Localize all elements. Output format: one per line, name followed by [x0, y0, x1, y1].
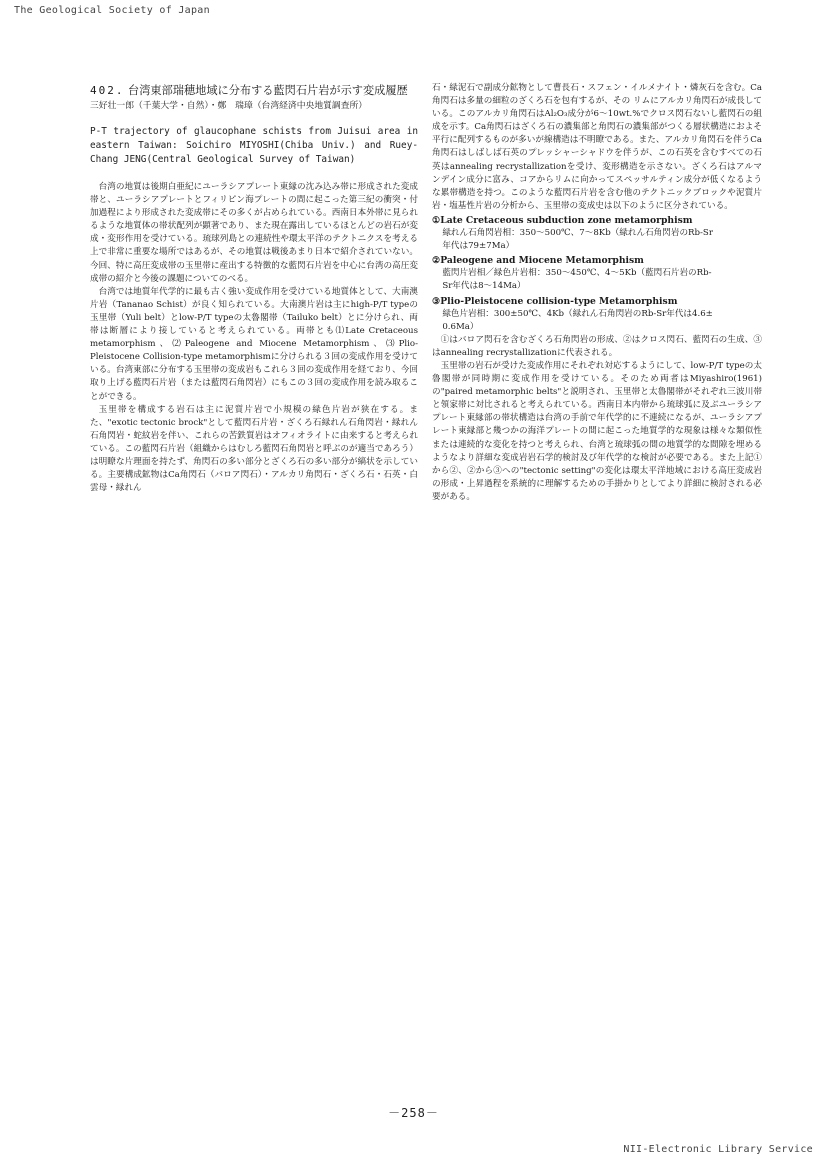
phase-heading: ②Paleogene and Miocene Metamorphism	[432, 255, 644, 267]
abstract-title	[90, 82, 418, 99]
phase-heading: ①Late Cretaceous subduction zone metamorphism	[432, 214, 693, 226]
phase-detail: 緑色片岩相：300±50℃、4Kb（緑れん石角閃岩のRb-Sr年代は4.6±	[442, 308, 713, 319]
phase-detail: 緑れん石角閃岩相：350～500℃、7～8Kb（緑れん石角閃岩のRb-Sr	[442, 228, 713, 239]
phase-heading: ③Plio-Pleistocene collision-type Metamorphism	[432, 295, 678, 307]
paragraph: 玉里帯を構成する岩石は主に泥質片岩で小規模の緑色片岩が狭在する。また、"exotic tectonic brock"として藍閃石片岩・ざくろ石緑れん石角閃岩・緑れん石角閃岩・蛇紋岩を伴い、これらの苦鉄質岩はオフィオライトに由来すると考えられている。この藍閃石片岩（組織からはむしろ藍閃石角閃岩と呼ぶのが適当であろう）は明瞭な片理面を持たず、角閃石の多い部分とざくろ石の多い部分が縞状を示している。主要構成鉱物はCa角閃石（バロア閃石）・アルカリ角閃石・ざくろ石・石英・白雲母・緑れん	[90, 404, 418, 494]
japanese-title: 台湾東部瑞穂地域に分布する藍閃石片岩が示す変成履歴	[128, 84, 408, 97]
abstract-number: 402.	[90, 84, 125, 97]
english-title: P-T trajectory of glaucophane schists from Juisui area in eastern Taiwan: Soichiro MIYOSHI(Chiba Univ.) and Ruey-Chang JENG(Central Geological Survey of Taiwan)	[90, 126, 418, 165]
phase-detail: 0.6Ma）	[442, 321, 479, 332]
paragraph: 台湾では地質年代学的に最も古く強い変成作用を受けている地質体として、大南澳片岩（Tananao Schist）が良く知られている。大南澳片岩は主にhigh-P/T typeの玉里帯（Yuli belt）とlow-P/T typeの太魯閣帯（Tailuko belt）とに分けられ、両帯は断層により接していると考えられている。両帯とも⑴Late Cretaceous metamorphism、⑵Paleogene and Miocene Metamorphism、⑶Plio-Pleistocene Collision-type metamorphismに分けられる３回の変成作用を受けている。台湾東部に分布する玉里帯の変成岩もこれら３回の変成作用を経ており、今回取り上げる藍閃石片岩（または藍閃石角閃岩）にもこの３回の変成作用を読み取ることができる。	[90, 286, 418, 402]
footer-label: NII-Electronic Library Service	[623, 1144, 813, 1155]
paragraph: 玉里帯の岩石が受けた変成作用にそれぞれ対応するようにして、low-P/T typeの太魯閣帯が同時期に変成作用を受けている。そのため両者はMiyashiro(1961)の"paired metamorphic belts"と説明され、玉里帯と太魯閣帯がそれぞれ三波川帯と領家帯に対比されると考えられている。西南日本内帯から琉球弧に及ぶユーラシアプレート東縁部の帯状構造は台湾の手前で年代学的に不連続になるが、ユーラシアプレート東縁部と幾つかの海洋プレートの間に起こった地質学的な現象は様々な類似性または連続的な変化を持つと考えられ、台湾と琉球弧の間の地質学的な間隙を埋めるようなより詳細な変成岩岩石学的検討及び年代学的な検討が必要である。また上記①から②、②から③への"tectonic setting"の変化は環太平洋地域における高圧変成岩の形成・上昇過程を系統的に理解するための手掛かりとしてより詳細に検討される必要がある。	[432, 360, 762, 502]
right-column	[432, 82, 762, 504]
authors: 三好壮一郎（千葉大学・自然）・鄭 瑞璋（台湾経済中央地質調査所）	[90, 101, 368, 111]
page-number: －258－	[388, 1106, 439, 1120]
header-label: The Geological Society of Japan	[14, 5, 210, 16]
phase-detail: Sr年代は8～14Ma）	[442, 281, 526, 292]
left-column	[90, 82, 418, 495]
phase-detail: 年代は79±7Ma）	[442, 241, 515, 252]
paragraph: ①はバロア閃石を含むざくろ石角閃岩の形成、②はクロス閃石、藍閃石の生成、③はannealing recrystallizationに代表される。	[432, 334, 762, 358]
paragraph: 石・緑泥石で副成分鉱物として曹長石・スフェン・イルメナイト・燐灰石を含む。Ca角閃石は多量の細粒のざくろ石を包有するが、その リムにアルカリ角閃石が成長している。このアルカリ角閃石はAl₂O₃成分が6～10wt.%でクロス閃石ないし藍閃石の組成を示す。Ca角閃石はざくろ石の濃集部と角閃石の濃集部がつくる層状構造におよそ平行に配列するものが多いが線構造は不明瞭である。また、アルカリ角閃石を伴うCa角閃石はしばしば石英のプレッシャーシャドウを伴うが、この石英を含むすべての石英はannealing recrystallizationを受け、変形構造を示さない。ざくろ石はアルマンデイン成分に富み、コアからリムに向かってスペッサルティン成分が低くなるような累帯構造を持つ。このような藍閃石片岩を含む他のテクトニックブロックや泥質片岩・塩基性片岩の分析から、玉里帯の変成史は以下のように区分されている。	[432, 83, 762, 211]
paragraph: 台湾の地質は後期白亜紀にユーラシアプレート東縁の沈み込み帯に形成された変成帯と、ユーラシアプレートとフィリピン海プレートの間に起こった第三紀の衝突・付加過程により形成された変成帯にその多くが占められている。西南日本外帯に見られるような地質体の帯状配列が顕著であり、また現在露出しているほとんどの岩石が変成・変形作用を受けている。琉球列島との連続性や環太平洋のテクトニクスを考える上で非常に重要な場所ではあるが、その地質は戦後あまり日本で紹介されていない。今回、特に高圧変成帯の玉里帯に産出する特徴的な藍閃石片岩を中心に台湾の高圧変成帯の紹介と今後の課題についてのべる。	[90, 182, 418, 284]
phase-detail: 藍閃片岩相／緑色片岩相：350～450℃、4～5Kb（藍閃石片岩のRb-	[442, 268, 712, 279]
